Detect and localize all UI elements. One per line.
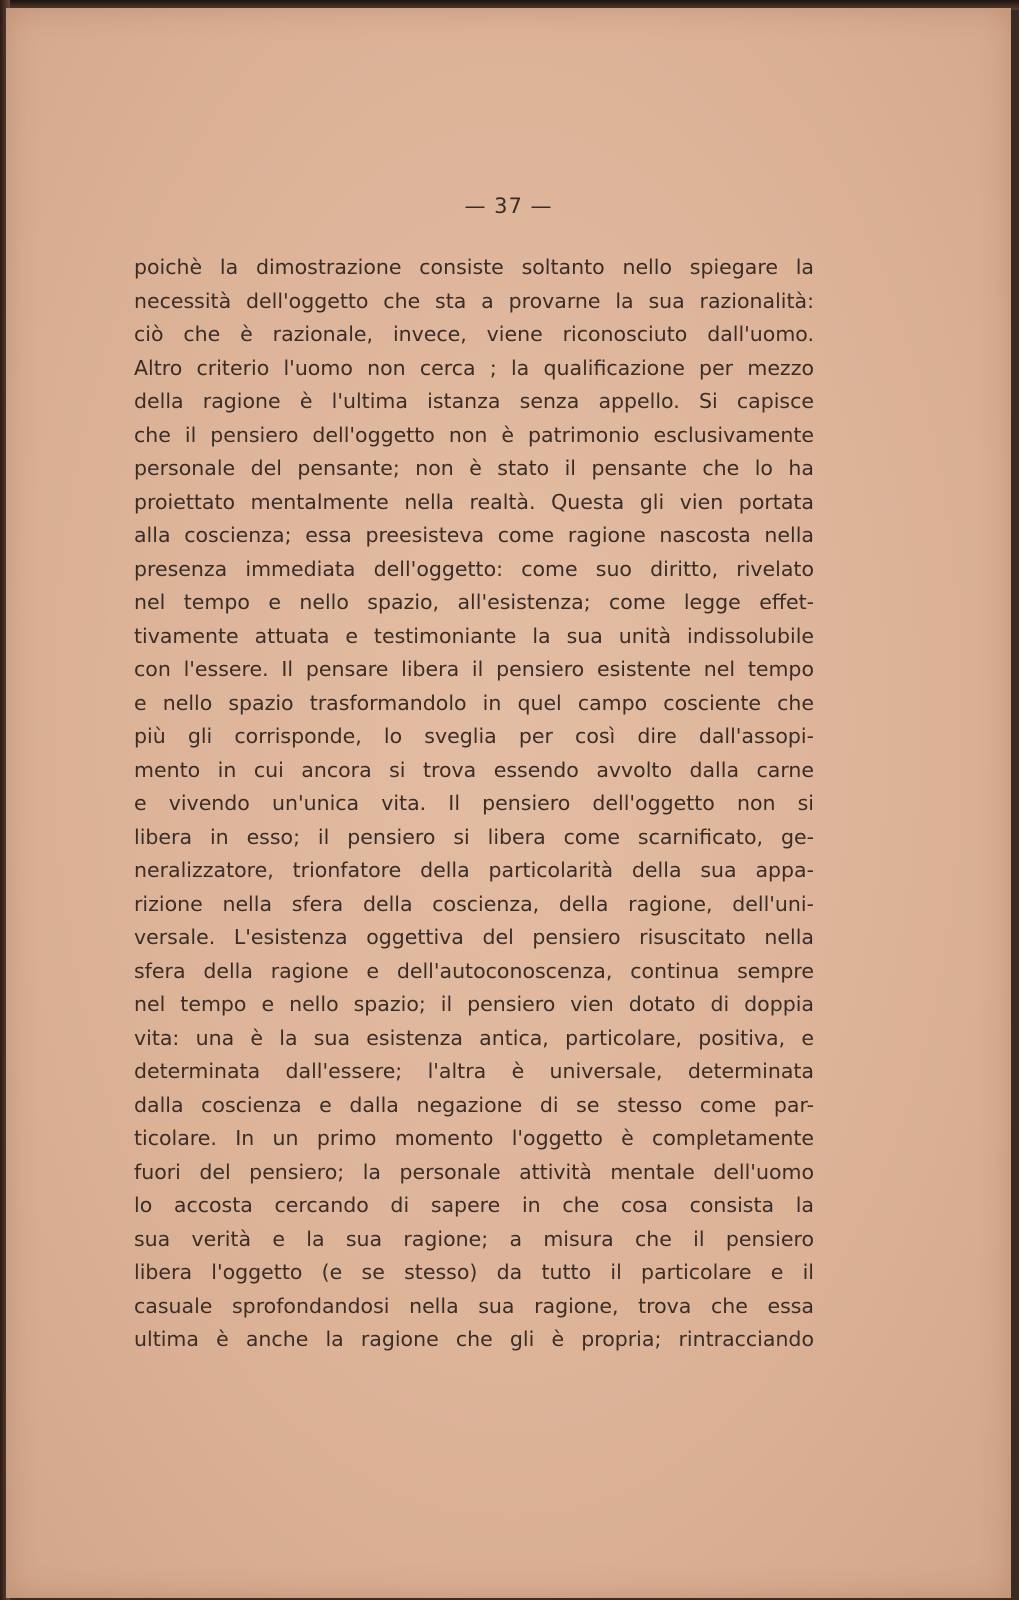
text-line: proiettato mentalmente nella realtà. Questa gli vien portata: [134, 489, 814, 514]
text-line: ticolare. In un primo momento l'oggetto è completamente: [134, 1126, 814, 1150]
text-line: personale del pensante; non è stato il pensante che lo ha: [134, 456, 814, 480]
text-line: presenza immediata dell'oggetto: come suo diritto, rivelato: [134, 556, 814, 581]
text-line: della ragione è l'ultima istanza senza appello. Si capisce: [134, 389, 814, 413]
text-line: versale. L'esistenza oggettiva del pensiero risuscitato nella: [134, 925, 814, 949]
text-line: e vivendo un'unica vita. Il pensiero dell'oggetto non si: [134, 791, 814, 815]
text-line: casuale sprofondandosi nella sua ragione, trova che essa: [134, 1293, 814, 1318]
text-line: ciò che è razionale, invece, viene riconosciuto dall'uomo.: [134, 322, 814, 346]
body-text: [134, 251, 814, 1357]
text-line: dalla coscienza e dalla negazione di se stesso come par-: [134, 1092, 814, 1117]
text-line: sua verità e la sua ragione; a misura che il pensiero: [134, 1226, 814, 1251]
text-line: poichè la dimostrazione consiste soltanto nello spiegare la: [134, 255, 814, 279]
text-line: fuori del pensiero; la personale attività mentale dell'uomo: [134, 1159, 814, 1184]
text-line: Altro criterio l'uomo non cerca ; la qualificazione per mezzo: [134, 355, 814, 380]
text-line: vita: una è la sua esistenza antica, particolare, positiva, e: [134, 1025, 814, 1050]
text-line: necessità dell'oggetto che sta a provarne la sua razionalità:: [134, 288, 814, 313]
text-line: nel tempo e nello spazio, all'esistenza; come legge effet-: [134, 590, 814, 614]
book-page: [6, 8, 1011, 1598]
text-line: mento in cui ancora si trova essendo avvolto dalla carne: [134, 757, 814, 782]
page-number: — 37 —: [464, 194, 553, 218]
text-line: che il pensiero dell'oggetto non è patrimonio esclusivamente: [134, 422, 814, 447]
text-line: rizione nella sfera della coscienza, della ragione, dell'uni-: [134, 891, 814, 916]
text-line: con l'essere. Il pensare libera il pensiero esistente nel tempo: [134, 657, 814, 681]
text-line: e nello spazio trasformandolo in quel campo cosciente che: [134, 690, 814, 715]
text-line: sfera della ragione e dell'autoconoscenza, continua sempre: [134, 958, 814, 983]
text-line: tivamente attuata e testimoniante la sua unità indissolubile: [134, 623, 814, 648]
text-line: determinata dall'essere; l'altra è universale, determinata: [134, 1059, 814, 1083]
text-line: libera l'oggetto (e se stesso) da tutto il particolare e il: [134, 1260, 814, 1284]
text-line: neralizzatore, trionfatore della particolarità della sua appa-: [134, 858, 814, 882]
text-line: libera in esso; il pensiero si libera come scarnificato, ge-: [134, 824, 814, 849]
text-line: alla coscienza; essa preesisteva come ragione nascosta nella: [134, 523, 814, 547]
text-line: ultima è anche la ragione che gli è propria; rintracciando: [134, 1327, 814, 1351]
text-line: più gli corrisponde, lo sveglia per così dire dall'assopi-: [134, 724, 814, 748]
text-line: lo accosta cercando di sapere in che cosa consista la: [134, 1193, 814, 1217]
text-line: nel tempo e nello spazio; il pensiero vien dotato di doppia: [134, 992, 814, 1016]
